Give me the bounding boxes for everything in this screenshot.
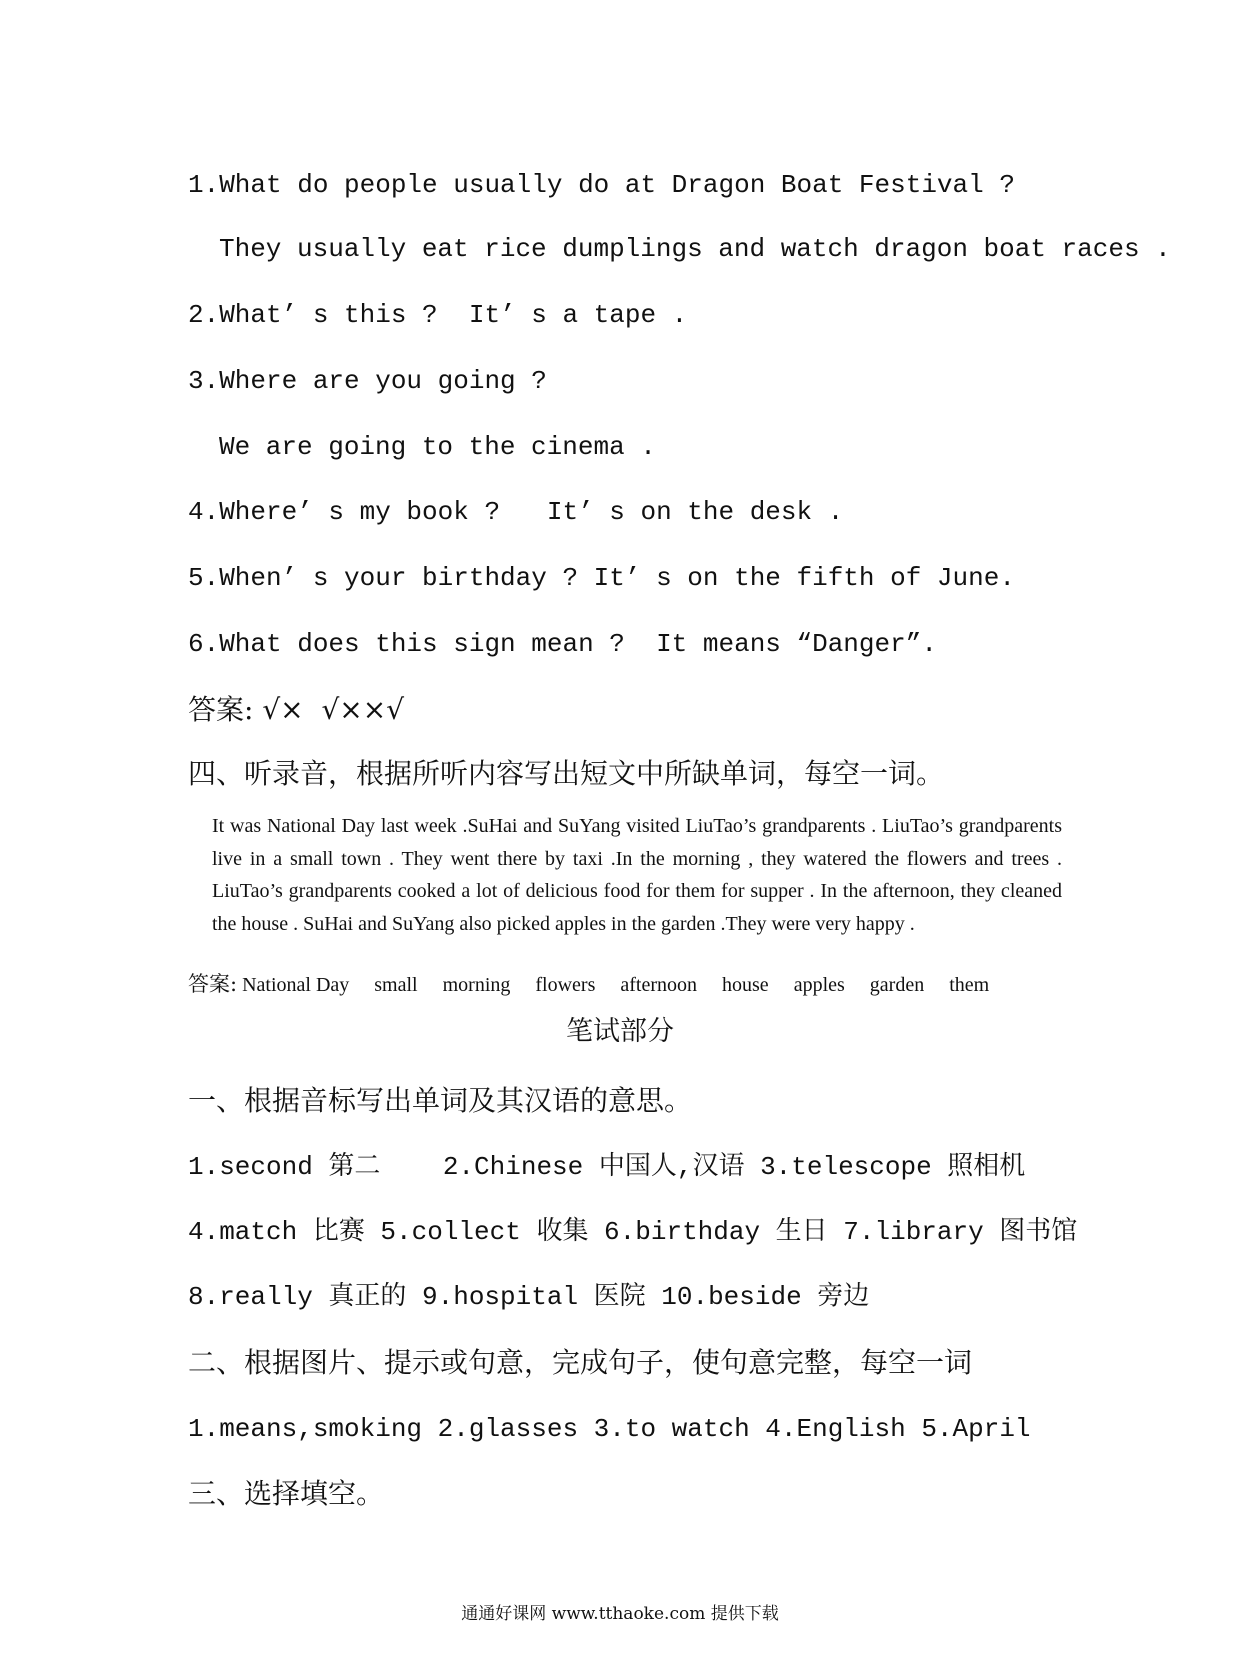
section-4-heading: 四、听录音，根据所听内容写出短文中所缺单词，每空一词。 bbox=[188, 757, 945, 790]
cloze-answer-word: garden bbox=[869, 974, 925, 996]
cloze-passage: It was National Day last week .SuHai and SuYang visited LiuTao’s grandparents . LiuTao’s grandparents live in a small town . They went there by taxi .In the morning , they watered the flowers and trees . LiuTao’s grandparents cooked a lot of delicious food for them for supper . In the afternoon, they cleaned the house . SuHai and SuYang also picked apples in the garden .They were very happy . bbox=[212, 815, 1062, 935]
cloze-answer-word: them bbox=[949, 974, 990, 996]
listening-question-2: 2.What’ s this ? It’ s a tape . bbox=[188, 300, 688, 330]
part-1-answers-line-3: 8.really 真正的 9.hospital 医院 10.beside 旁边 bbox=[188, 1282, 870, 1312]
listening-question-6: 6.What does this sign mean ? It means “Danger”. bbox=[188, 629, 937, 659]
listening-question-1: 1.What do people usually do at Dragon Boat Festival ? bbox=[188, 170, 1015, 200]
cloze-answer-key bbox=[188, 969, 1009, 1000]
part-1-answers-line-2: 4.match 比赛 5.collect 收集 6.birthday 生日 7.library 图书馆 bbox=[188, 1217, 1078, 1247]
listening-question-5: 5.When’ s your birthday ? It’ s on the fifth of June. bbox=[188, 563, 1015, 593]
listening-question-4: 4.Where’ s my book ? It’ s on the desk . bbox=[188, 497, 844, 527]
listening-answer-1: They usually eat rice dumplings and watch dragon boat races . bbox=[219, 234, 1171, 264]
written-section-title: 笔试部分 bbox=[566, 1016, 674, 1047]
cloze-answer-word: apples bbox=[793, 974, 845, 996]
listening-answer-3: We are going to the cinema . bbox=[219, 432, 656, 462]
page-footer: 通通好课网 www.tthaoke.com 提供下载 bbox=[461, 1604, 779, 1624]
listening-question-3: 3.Where are you going ? bbox=[188, 366, 547, 396]
cloze-answer-word: small bbox=[374, 974, 418, 996]
cloze-answer-word: house bbox=[722, 974, 769, 996]
cloze-answer-word: morning bbox=[442, 974, 511, 996]
cloze-answer-word: afternoon bbox=[620, 974, 698, 996]
cloze-answer-word: National Day bbox=[242, 974, 350, 996]
listening-answer-key: 答案: √× √××√ bbox=[188, 693, 405, 726]
part-2-answers: 1.means,smoking 2.glasses 3.to watch 4.English 5.April bbox=[188, 1414, 1031, 1444]
cloze-answer-word: flowers bbox=[535, 974, 596, 996]
cloze-answer-label: 答案: bbox=[188, 972, 238, 996]
part-1-answers-line-1: 1.second 第二 2.Chinese 中国人,汉语 3.telescope 照相机 bbox=[188, 1152, 1026, 1182]
part-2-heading: 二、根据图片、提示或句意，完成句子，使句意完整，每空一词 bbox=[188, 1346, 973, 1379]
part-1-heading: 一、根据音标写出单词及其汉语的意思。 bbox=[188, 1084, 693, 1117]
part-3-heading: 三、选择填空。 bbox=[188, 1477, 385, 1510]
